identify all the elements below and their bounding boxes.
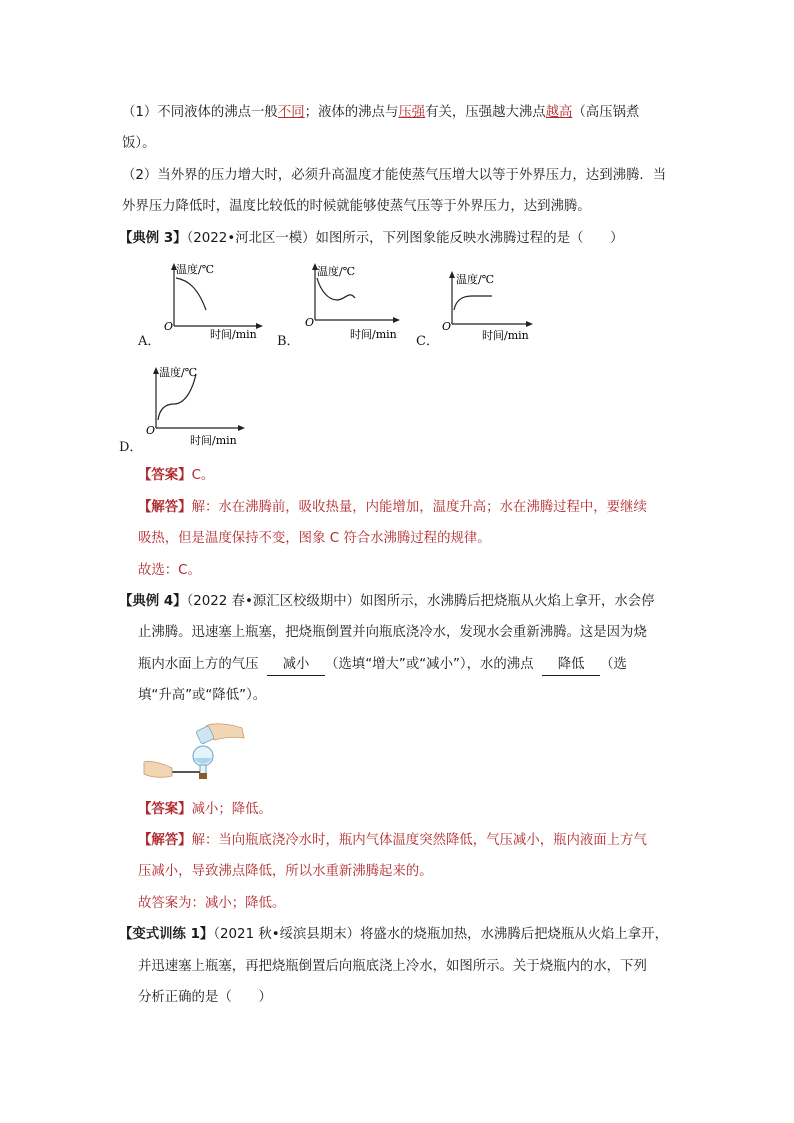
graph-d-origin: O: [146, 424, 156, 437]
graph-c-origin: O: [442, 320, 452, 333]
example-3-tag: 【典例 3】: [119, 231, 187, 246]
option-d-label[interactable]: D．: [119, 440, 143, 455]
graph-b-x-label: 时间/min: [350, 328, 397, 341]
option-c-label[interactable]: C．: [416, 334, 439, 349]
variant-1-line-3: 分析正确的是（ ）: [138, 990, 272, 1005]
graph-b-y-label: 温度/℃: [317, 265, 356, 278]
example-4-solution-line-2: 压减小，导致沸点降低，所以水重新沸腾起来的。: [138, 864, 433, 879]
blank-higher: 越高: [545, 105, 573, 120]
graph-c-y-label: 温度/℃: [456, 273, 495, 286]
graph-c-x-label: 时间/min: [482, 329, 529, 342]
example-4-line-3: 瓶内水面上方的气压 减小 （选填“增大”或“减小”），水的沸点 降低 （选: [138, 655, 627, 676]
graph-b: [295, 258, 405, 348]
example-4-line-4: 填“升高”或“降低”）。: [138, 688, 267, 703]
example-3-question: 【典例 3】（2022•河北区一模）如图所示，下列图象能反映水沸腾过程的是（ ）: [119, 231, 624, 246]
example-4-line-1: 【典例 4】（2022 春•源汇区校级期中）如图所示，水沸腾后把烧瓶从火焰上拿开，水会停: [119, 594, 655, 609]
option-a-label[interactable]: A．: [138, 334, 161, 349]
option-b-label[interactable]: B．: [277, 334, 300, 349]
example-4-final: 故答案为：减小；降低。: [138, 896, 286, 911]
example-3-solution-line-2: 吸热，但是温度保持不变，图象 C 符合水沸腾过程的规律。: [138, 531, 491, 546]
example-4-answer: 【答案】减小；降低。: [138, 802, 272, 817]
flask-illustration: [142, 722, 246, 788]
variant-1-line-1: 【变式训练 1】（2021 秋•绥滨县期末）将盛水的烧瓶加热，水沸腾后把烧瓶从火焰上拿开，: [119, 927, 668, 942]
example-4-tag: 【典例 4】: [119, 594, 187, 609]
blank-pressure-answer: 减小: [267, 655, 325, 676]
graph-a-origin: O: [164, 320, 174, 333]
example-3-answer: 【答案】C。: [138, 468, 215, 483]
note-2-line-2: 外界压力降低时，温度比较低的时候就能够使蒸气压等于外界压力，达到沸腾。: [122, 199, 591, 214]
graph-d: [140, 362, 250, 450]
graph-d-x-label: 时间/min: [190, 434, 237, 447]
graph-a-y-label: 温度/℃: [176, 263, 215, 276]
blank-pressure: 压强: [398, 105, 426, 120]
graph-a-x-label: 时间/min: [210, 328, 257, 341]
note-1-line-1: （1）不同液体的沸点一般不同；液体的沸点与压强有关，压强越大沸点越高（高压锅煮: [122, 105, 640, 120]
note-1-line-2: 饭）。: [122, 136, 156, 151]
graph-b-origin: O: [305, 316, 315, 329]
graph-d-y-label: 温度/℃: [159, 366, 198, 379]
example-3-choose: 故选：C。: [138, 563, 201, 578]
example-4-solution-line-1: 【解答】解：当向瓶底浇冷水时，瓶内气体温度突然降低，气压减小，瓶内液面上方气: [138, 833, 647, 848]
variant-1-line-2: 并迅速塞上瓶塞，再把烧瓶倒置后向瓶底浇上冷水，如图所示。关于烧瓶内的水，下列: [138, 959, 647, 974]
example-3-solution-line-1: 【解答】解：水在沸腾前，吸收热量，内能增加，温度升高；水在沸腾过程中，要继续: [138, 500, 647, 515]
graph-a: [150, 258, 265, 348]
example-4-line-2: 止沸腾。迅速塞上瓶塞，把烧瓶倒置并向瓶底浇冷水，发现水会重新沸腾。这是因为烧: [138, 625, 647, 640]
blank-boiling-point-answer: 降低: [542, 655, 600, 676]
note-2-line-1: （2）当外界的压力增大时，必须升高温度才能使蒸气压增大以等于外界压力，达到沸腾．当: [122, 168, 667, 183]
blank-different: 不同: [277, 105, 305, 120]
variant-1-tag: 【变式训练 1】: [119, 927, 214, 942]
graph-c: [436, 266, 536, 346]
